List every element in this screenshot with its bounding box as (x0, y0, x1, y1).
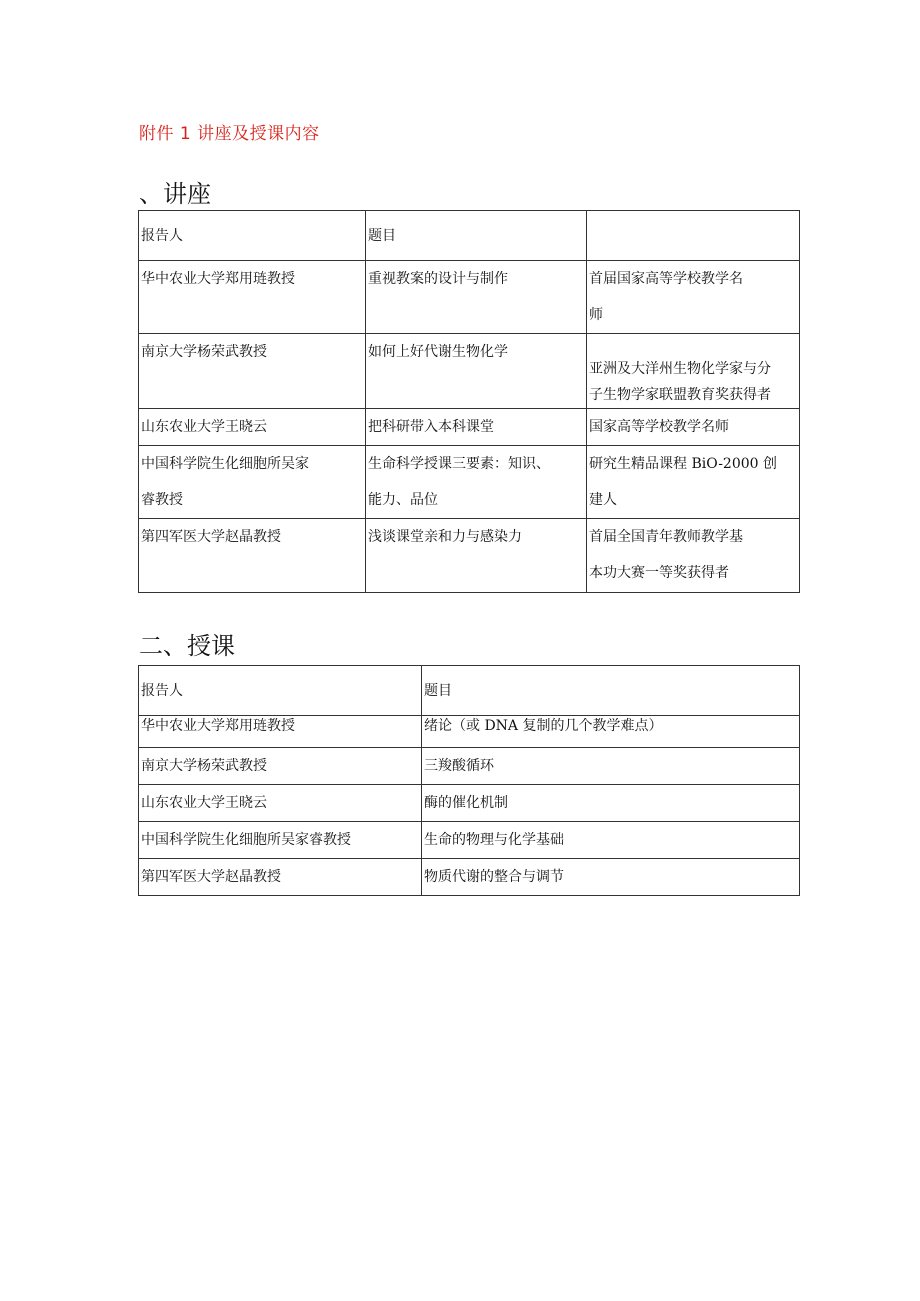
topic-text: 把科研带入本科课堂 (368, 419, 494, 435)
topic-cell: 绪论（或 DNA 复制的几个教学难点） (422, 716, 800, 748)
table-row (139, 261, 800, 334)
note-cell (587, 409, 800, 446)
speaker-text: 山东农业大学王晓云 (141, 419, 267, 435)
teaching-heading: 二、授课 (139, 632, 235, 660)
note-text: 子生物学家联盟教育奖获得者 (589, 387, 771, 403)
note-text: 师 (589, 307, 603, 323)
attachment-title: 附件 1 讲座及授课内容 (139, 124, 320, 144)
lecture-header-note (587, 211, 800, 261)
topic-cell (366, 446, 587, 519)
table-row (139, 446, 800, 519)
topic-cell: 生命的物理与化学基础 (422, 822, 800, 859)
table-row (139, 519, 800, 593)
lecture-header-speaker: 报告人 (139, 211, 366, 261)
teaching-table (138, 665, 800, 896)
topic-text: 浅谈课堂亲和力与感染力 (368, 529, 522, 545)
note-cell (587, 446, 800, 519)
speaker-text: 华中农业大学郑用琏教授 (141, 271, 295, 287)
speaker-cell (139, 261, 366, 334)
topic-cell (366, 334, 587, 409)
note-text: 国家高等学校教学名师 (589, 419, 729, 435)
lecture-table (138, 210, 800, 593)
topic-text: 重视教案的设计与制作 (368, 271, 508, 287)
speaker-cell: 南京大学杨荣武教授 (139, 748, 422, 785)
note-text: 研究生精品课程 BiO-2000 创 (589, 456, 778, 472)
speaker-text: 南京大学杨荣武教授 (141, 344, 267, 360)
lecture-header-topic: 题目 (366, 211, 587, 261)
table-row (139, 748, 800, 785)
topic-text: 如何上好代谢生物化学 (368, 344, 508, 360)
table-row (139, 334, 800, 409)
speaker-cell: 华中农业大学郑用琏教授 (139, 716, 422, 748)
speaker-cell (139, 409, 366, 446)
topic-cell (366, 409, 587, 446)
topic-cell: 酶的催化机制 (422, 785, 800, 822)
note-cell (587, 519, 800, 593)
speaker-cell (139, 519, 366, 593)
table-row (139, 859, 800, 896)
topic-cell (366, 519, 587, 593)
note-text: 本功大赛一等奖获得者 (589, 565, 729, 581)
lecture-heading: 、讲座 (139, 180, 211, 208)
note-cell (587, 334, 800, 409)
note-text: 建人 (589, 492, 617, 508)
speaker-cell: 第四军医大学赵晶教授 (139, 859, 422, 896)
topic-cell: 物质代谢的整合与调节 (422, 859, 800, 896)
topic-text: 能力、品位 (368, 492, 438, 508)
lecture-header-row (139, 211, 800, 261)
note-cell (587, 261, 800, 334)
speaker-cell: 中国科学院生化细胞所吴家睿教授 (139, 822, 422, 859)
speaker-cell: 山东农业大学王晓云 (139, 785, 422, 822)
topic-cell (366, 261, 587, 334)
table-row (139, 785, 800, 822)
teaching-header-topic: 题目 (422, 666, 800, 716)
speaker-cell (139, 334, 366, 409)
note-text: 首届国家高等学校教学名 (589, 271, 743, 287)
topic-cell: 三羧酸循环 (422, 748, 800, 785)
speaker-text: 第四军医大学赵晶教授 (141, 529, 281, 545)
table-row (139, 822, 800, 859)
teaching-header-row (139, 666, 800, 716)
speaker-text: 睿教授 (141, 492, 183, 508)
table-row (139, 716, 800, 748)
topic-text: 生命科学授课三要素：知识、 (368, 456, 550, 472)
speaker-text: 中国科学院生化细胞所吴家 (141, 456, 309, 472)
speaker-cell (139, 446, 366, 519)
table-row (139, 409, 800, 446)
teaching-header-speaker: 报告人 (139, 666, 422, 716)
note-text: 亚洲及大洋州生物化学家与分 (589, 361, 771, 377)
note-text: 首届全国青年教师教学基 (589, 529, 743, 545)
